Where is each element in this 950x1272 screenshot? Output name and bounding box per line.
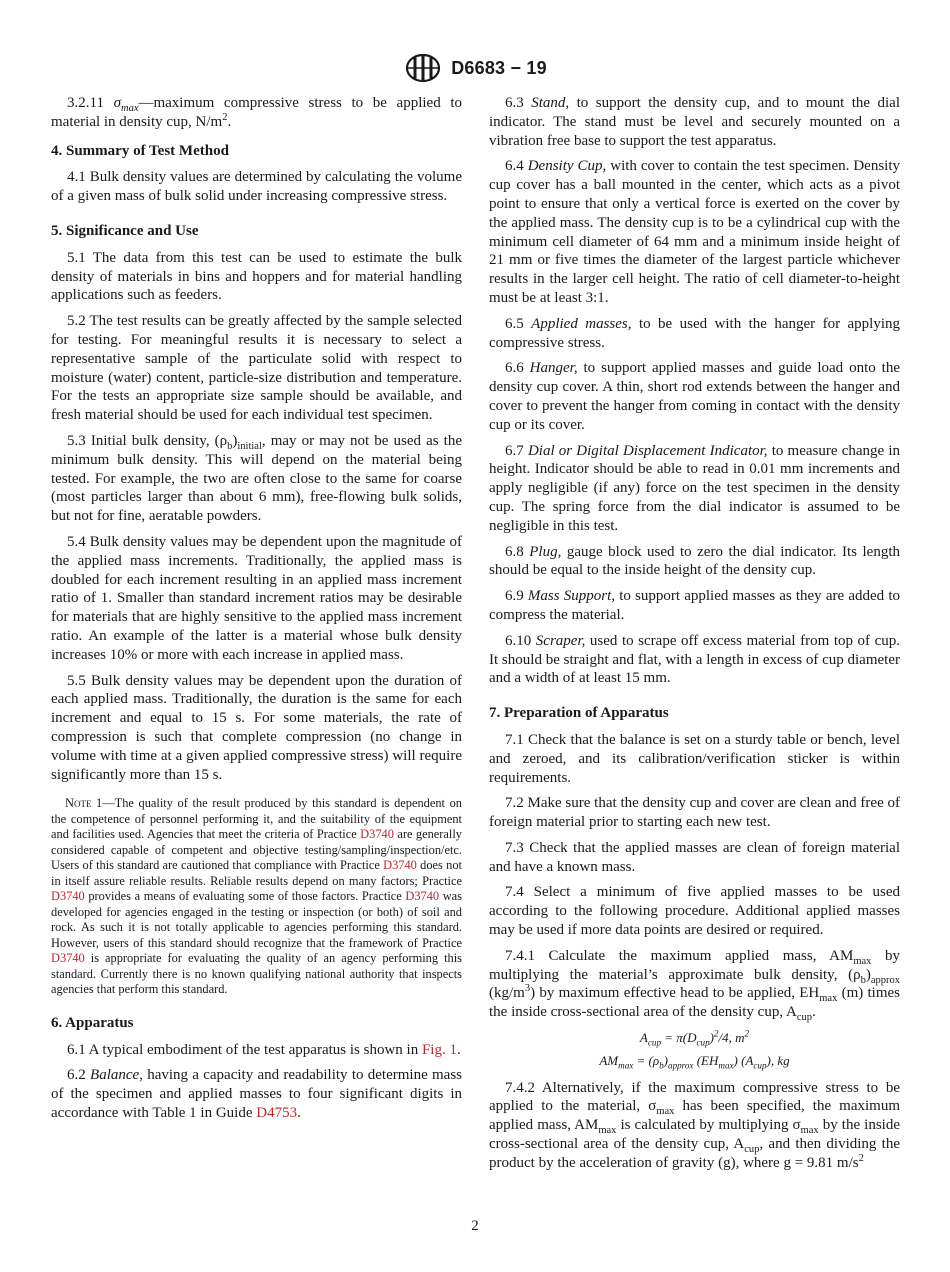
paragraph-6-7: 6.7 Dial or Digital Displacement Indicator, to measure change in height. Indicator should be able to read in 0.01 mm increments and apply negligible (if any) force on the test specimen in the density cup. The spring force from the dial indicator is assumed to be negligible in this test. bbox=[489, 442, 901, 534]
paragraph-6-9: 6.9 Mass Support, to support applied masses as they are added to compress the material. bbox=[489, 588, 900, 623]
link-d3740[interactable]: D3740 bbox=[405, 889, 440, 904]
paragraph-5-3: 5.3 Initial bulk density, $(\rho_b)_{initial}$, may or may not be used as the minimum bulk density. This will depend on the material being tested. For example, the two are often close to the same for coarse (most particles larger than about 6 mm), free-flowing bulk solids, but not for fine, aeratable powders. bbox=[51, 432, 462, 525]
paragraph-6-2: 6.2 Balance, having a capacity and readability to determine mass of the specimen and applied masses to four significant digits in accordance with Table 1 in Guide D4753. bbox=[51, 1067, 463, 1121]
equation-a-cup: $A_{cup} = \pi(D_{cup})^2/4$, $m^2$ bbox=[639, 1028, 750, 1048]
left-column bbox=[51, 94, 462, 1130]
paragraph-7-2: 7.2 Make sure that the density cup and cover are clean and free of foreign material prior to starting each new test. bbox=[489, 795, 900, 831]
paragraph-7-1: 7.1 Check that the balance is set on a sturdy table or bench, level and zeroed, and its calibration/verification sticker is within requirements. bbox=[489, 731, 900, 786]
paragraph-7-4-1: 7.4.1 Calculate the maximum applied mass, $AM_{max}$ by multiplying the material’s approximate bulk density, $(\rho_b)_{approx}$ $(kg/m^3)$ by maximum effective head to be applied, $EH_{max}$ (m) times the inside cross-sectional area of the density cup, $A_{cup}$. bbox=[489, 947, 901, 1024]
section-heading-7: 7. Preparation of Apparatus bbox=[489, 705, 669, 722]
paragraph-6-5: 6.5 Applied masses, to be used with the hanger for applying compressive stress. bbox=[489, 315, 900, 351]
equation-am-max: $AM_{max} = (\rho_b)_{approx}$ $(EH_{max})$ $(A_{cup})$, kg bbox=[599, 1052, 790, 1071]
paragraph-7-3: 7.3 Check that the applied masses are clean of foreign material and have a known mass. bbox=[489, 839, 900, 875]
paragraph-7-4-2: 7.4.2 Alternatively, if the maximum compressive stress to be applied to the material, $\sigma_{max}$ has been specified, the maximum applied mass, $AM_{max}$ is calculated by multiplying $\sigma_{max}$ by the inside cross-sectional area of the density cup, $A_{cup}$, and then dividing the product by the acceleration of gravity (g), where g = 9.81 $m/s^2$ bbox=[489, 1079, 901, 1171]
paragraph-7-4: 7.4 Select a minimum of five applied masses to be used according to the following procedure. Additional applied masses may be used if more data points are desired or required. bbox=[489, 884, 900, 939]
note-1: Note 1—The quality of the result produced by this standard is dependent on the competence of personnel performing it, and the suitability of the equipment and facilities used. Agencies that meet the criteria of Practice D3740 are generally considered capable of competent and objective testing/sampling/inspection/etc. Users of this standard are cautioned that compliance with Practice D3740 does not in itself assure reliable results. Reliable results depend on many factors; Practice D3740 provides a means of evaluating some of those factors. Practice D3740 was developed for agencies engaged in the testing or inspection (or both) of soil and rock. As such it is not totally applicable to agencies performing this standard. However, users of this standard should recognize that the framework of Practice D3740 is appropriate for evaluating the quality of an agency performing this standard. Currently there is no known qualifying national authority that inspects agencies that perform this standard. bbox=[51, 796, 462, 997]
paragraph-4-1: 4.1 Bulk density values are determined by calculating the volume of a given mass of bulk solid under increasing compressive stress. bbox=[51, 169, 462, 205]
page-number: 2 bbox=[471, 1218, 479, 1234]
paragraph-5-5: 5.5 Bulk density values may be dependent upon the duration of each applied mass. Traditionally, the duration is the same for each increment and equal to 15 s. For some materials, the rate of compression is such that complete compression (no change in volume with time at a given applied compressive stress) will require significantly more than 15 s. bbox=[51, 672, 462, 783]
section-heading-6: 6. Apparatus bbox=[51, 1014, 134, 1031]
section-heading-4: 4. Summary of Test Method bbox=[51, 142, 229, 159]
link-d3740[interactable]: D3740 bbox=[51, 889, 85, 904]
paragraph-6-1: 6.1 A typical embodiment of the test apparatus is shown in Fig. 1. bbox=[67, 1041, 461, 1058]
link-d3740[interactable]: D3740 bbox=[51, 951, 85, 966]
equations bbox=[489, 1029, 900, 1071]
paragraph-6-8: 6.8 Plug, gauge block used to zero the dial indicator. Its length should be equal to the inside height of the density cup. bbox=[489, 543, 900, 579]
section-heading-5: 5. Significance and Use bbox=[51, 222, 199, 239]
link-d3740[interactable]: D3740 bbox=[360, 827, 394, 842]
document-id: D6683 − 19 bbox=[451, 57, 547, 78]
paragraph-6-10: 6.10 Scraper, used to scrape off excess material from top of cup. It should be straight and flat, with a length in excess of cup diameter and a width of at least 15 mm. bbox=[489, 632, 901, 687]
paragraph-6-4: 6.4 Density Cup, with cover to contain the test specimen. Density cup cover has a ball mounted in the center, which acts as a pivot point to ensure that only a vertical force is exerted on the cover by the applied mass. The density cup is to be a cylindrical cup with the minimum cell diameter of 64 mm and a minimum inside height of 21 mm or five times the diameter of the largest particle whichever results in the larger cell height. The ratio of cell diameter-to-height must be at least 3:1. bbox=[489, 158, 900, 306]
paragraph-6-6: 6.6 Hanger, to support applied masses and guide load onto the density cup cover. A thin, short rod extends between the hanger and cover to prevent the hanger from coming in contact with the density cup or its cover. bbox=[489, 360, 900, 433]
paragraph-6-3: 6.3 Stand, to support the density cup, and to mount the dial indicator. The stand must be level and securely mounted on a vibration free base to support the test apparatus. bbox=[489, 95, 900, 149]
link-d3740[interactable]: D3740 bbox=[383, 858, 417, 873]
astm-logo-icon bbox=[403, 52, 443, 84]
paragraph-5-1: 5.1 The data from this test can be used to estimate the bulk density of materials in bins and hoppers and for material handling applications such as feeders. bbox=[51, 249, 462, 304]
paragraph-5-4: 5.4 Bulk density values may be dependent upon the magnitude of the applied mass increments. Traditionally, the applied mass is doubled for each increment resulting in an applied mass increment ratio of 1. Smaller than standard increment ratios may be desirable for materials that are highly sensitive to the applied mass increment ratio. An example of the latter is a material whose bulk density increases 10% or more with each increase in applied mass. bbox=[51, 533, 462, 663]
paragraph-3-2-11: 3.2.11 $\sigma_{max}—maximum$ compressive stress to be applied to material in density cup, $N/m^2$. bbox=[51, 95, 463, 130]
paragraph-5-2: 5.2 The test results can be greatly affected by the sample selected for testing. For meaningful results it is necessary to select a representative sample of the particulate solid with respect to moisture (water) content, particle-size distribution and temperature. For the tests an appropriate size sample should be available, and fresh material should be used for each individual test specimen. bbox=[51, 313, 462, 424]
link-d4753[interactable]: D4753 bbox=[256, 1104, 298, 1121]
link-fig-1[interactable]: Fig. 1 bbox=[421, 1041, 457, 1058]
page-header bbox=[0, 52, 950, 84]
right-column bbox=[489, 94, 900, 1180]
